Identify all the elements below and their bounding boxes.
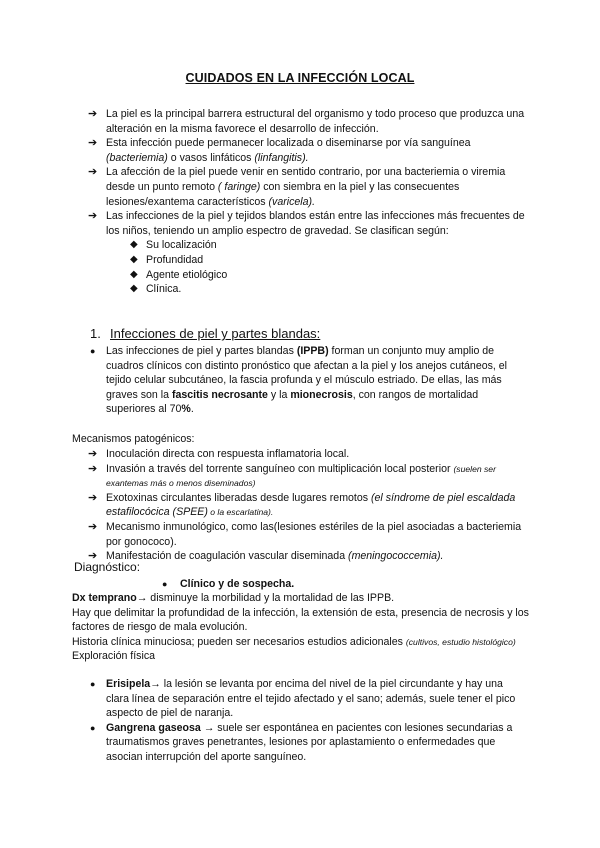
arrow-icon: ➔ (88, 520, 98, 533)
diagnosis-bullet: ● Clínico y de sospecha. (162, 578, 295, 590)
diagnosis-label: Diagnóstico: (74, 560, 141, 574)
intro-list (88, 107, 528, 297)
classification-list (106, 238, 528, 296)
bullet-icon: ● (162, 579, 168, 589)
intro-item-3: ➔ La afección de la piel puede venir en sentido contrario, por una bacteriemia o viremia desde un punto remoto ( faringe) con siembra en la piel y las consecuentes lesiones/exantema característicos (varicela). (88, 166, 506, 208)
diamond-icon: ◆ (130, 268, 138, 280)
page-title: CUIDADOS EN LA INFECCIÓN LOCAL (185, 71, 415, 85)
exam-label: Exploración física (72, 650, 156, 663)
section1-paragraph: ● Las infecciones de piel y partes blandas (IPPB) forman un conjunto muy amplio de cuadros clínicos con distinto pronóstico que afectan a la piel y los anejos cutáneos, el tejido celular subcutáneo, la fascia profunda y el músculo estriado. De ellas, las más graves son la fascitis necrosante y la mionecrosis, con rangos de mortalidad superiores al 70%. (90, 345, 508, 416)
mechanism-item: ➔ Manifestación de coagulación vascular diseminada (meningococcemia). (88, 550, 444, 563)
intro-item-4: ➔ Las infecciones de la piel y tejidos blandos están entre las infecciones más frecuentes de los niños, teniendo un amplio espectro de gravedad. Se clasifican según: ◆ Su localización ◆ Profundidad ◆ Agente etiológico ◆ Clínica. (88, 209, 528, 297)
intro-item-2: ➔ Esta infección puede permanecer localizada o diseminarse por vía sanguínea (bacteriemia) o vasos linfáticos (linfangitis). (88, 137, 471, 164)
arrow-icon: ➔ (88, 137, 98, 150)
mechanism-item: ➔ Mecanismo inmunológico, como las(lesiones estériles de la piel asociadas a bacteriemia por gonococo). (88, 520, 522, 548)
exam-item: ● Erisipela→ la lesión se levanta por encima del nivel de la piel circundante y hay una clara línea de separación entre el tejido afectado y el sano; además, suele tener el pico aspecto de piel de naranja. (90, 678, 516, 720)
arrow-icon: ➔ (88, 491, 98, 504)
history-paragraph: Historia clínica minuciosa; pueden ser necesarios estudios adicionales (cultivos, estudio histológico) (72, 635, 516, 648)
exam-item: ● Gangrena gaseosa → suele ser espontánea en pacientes con lesiones secundarias a traumatismos graves penetrantes, lesiones por aplastamiento o enfermedades que asocian interrupción del aporte sanguíneo. (90, 721, 513, 763)
bullet-icon: ● (90, 679, 96, 689)
arrow-icon: ➔ (88, 448, 98, 460)
diamond-icon: ◆ (130, 283, 138, 295)
diamond-icon: ◆ (130, 239, 138, 251)
classification-item: ◆ Su localización (130, 239, 217, 252)
arrow-icon: ➔ (88, 108, 98, 120)
bullet-icon: ● (90, 722, 96, 733)
mechanism-item: ➔ Invasión a través del torrente sanguíneo con multiplicación local posterior (suelen ser exantemas más o menos diseminados) (88, 462, 496, 489)
arrow-icon: ➔ (88, 166, 98, 179)
arrow-icon: ➔ (88, 550, 98, 563)
classification-item: ◆ Profundidad (130, 253, 204, 266)
exam-list (88, 677, 528, 765)
arrow-icon: ➔ (88, 462, 98, 475)
section-heading: 1. Infecciones de piel y partes blandas: (90, 326, 321, 341)
classification-item: ◆ Clínica. (130, 283, 182, 296)
delimit-paragraph: Hay que delimitar la profundidad de la infección, la extensión de esta, presencia de necrosis y los factores de riesgo de mala evolución. (72, 606, 529, 634)
diamond-icon: ◆ (130, 253, 138, 265)
mechanisms-label: Mecanismos patogénicos: (72, 433, 195, 445)
diagnosis-text (72, 591, 532, 664)
early-dx-line: Dx temprano→ disminuye la morbilidad y la mortalidad de las IPPB. (72, 592, 395, 604)
arrow-icon: ➔ (88, 210, 98, 223)
bullet-icon: ● (90, 346, 96, 356)
mechanisms-list (88, 447, 528, 564)
mechanism-item: ➔ Exotoxinas circulantes liberadas desde lugares remotos (el síndrome de piel escaldada estafilocócica (SPEE) o la escarlatina). (88, 491, 516, 519)
intro-item-1: ➔ La piel es la principal barrera estructural del organismo y todo proceso que produzca una alteración en la misma favorece el desarrollo de infección. (88, 108, 525, 135)
classification-item: ◆ Agente etiológico (130, 268, 228, 281)
mechanism-item: ➔ Inoculación directa con respuesta inflamatoria local. (88, 448, 350, 460)
section1-body (88, 344, 528, 417)
